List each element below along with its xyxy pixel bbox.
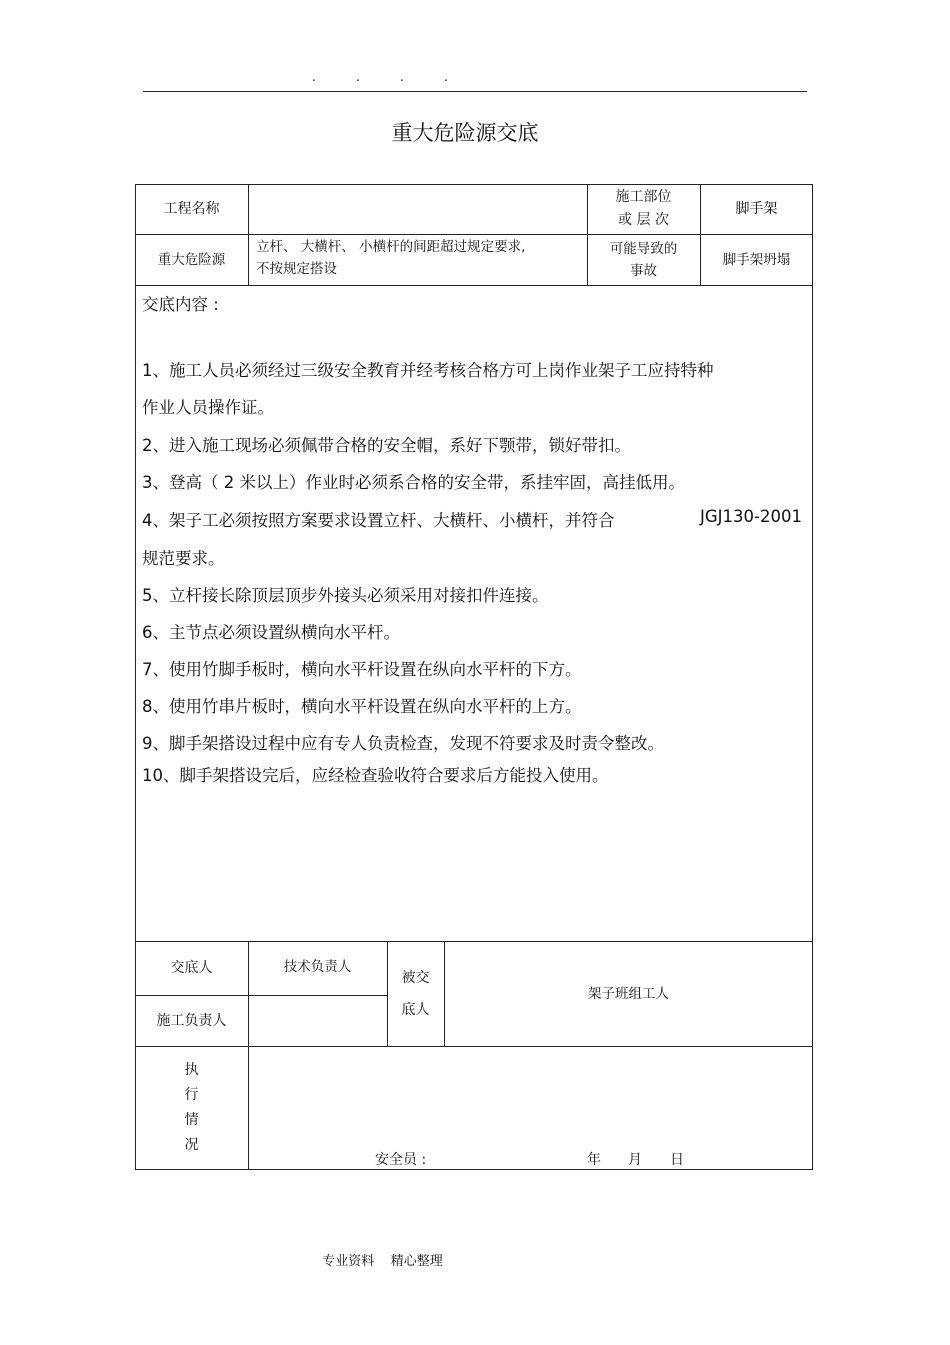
date-year: 年 [587,1152,601,1168]
execution-label-char: 况 [184,1137,199,1153]
receiver-label [387,941,444,1046]
spec-code: JGJ130-2001 [700,507,802,526]
content-line: 作业人员操作证。 [142,398,274,417]
project-name-label: 工程名称 [163,201,220,217]
safety-officer-label: 安全员 : [375,1152,427,1168]
header-dot: . [312,70,316,84]
content-line: 规范要求。 [142,549,225,568]
hazard-description-line: 不按规定搭设 [256,261,337,277]
project-name-value [248,184,587,234]
discloser-label: 交底人 [170,960,213,976]
receiver-label-line: 底人 [401,1001,430,1018]
header-dots [312,70,488,84]
content-line: 7、使用竹脚手板时，横向水平杆设置在纵向水平杆的下方。 [142,660,582,679]
tech-lead-label: 技术负责人 [283,959,352,975]
receiver-label-line: 被交 [401,969,430,986]
content-heading: 交底内容 : [142,295,219,314]
accident-label-line: 事故 [630,262,657,279]
receiver-value: 架子班组工人 [588,985,669,1002]
header-dot: . [356,70,360,84]
content-line: 6、主节点必须设置纵横向水平杆。 [142,623,400,642]
content-line: 8、使用竹串片板时，横向水平杆设置在纵向水平杆的上方。 [142,697,582,716]
hazard-description [256,234,586,285]
execution-label-char: 行 [184,1087,199,1103]
content-line: 2、进入施工现场必须佩带合格的安全帽，系好下颚带，锁好带扣。 [142,436,631,455]
date-day: 日 [670,1152,684,1168]
accident-label [587,234,700,285]
content-line: 9、脚手架搭设过程中应有专人负责检查，发现不符要求及时责令整改。 [142,734,664,753]
header-rule [143,91,807,92]
content-line: 4、架子工必须按照方案要求设置立杆、大横杆、小横杆，并符合 [142,511,615,530]
header-dot: . [400,70,404,84]
content-line: 3、登高（ 2 米以上）作业时必须系合格的安全带，系挂牢固，高挂低用。 [142,473,685,492]
location-label-line: 施工部位 [615,189,672,205]
execution-label-char: 执 [184,1062,199,1078]
hazard-disclosure-form [135,184,813,1170]
location-label-line: 或 层 次 [618,212,669,228]
location-label [587,184,700,234]
execution-label-char: 情 [184,1112,199,1128]
header-dot: . [444,70,448,84]
accident-value: 脚手架坍塌 [722,251,791,268]
content-line: 1、施工人员必须经过三级安全教育并经考核合格方可上岗作业架子工应持特种 [142,361,714,380]
footer-note: 专业资料 精心整理 [322,1254,443,1269]
content-line: 5、立杆接长除顶层顶步外接头必须采用对接扣件连接。 [142,586,549,605]
content-line: 10、脚手架搭设完后，应经检查验收符合要求后方能投入使用。 [142,766,609,785]
construction-lead-label: 施工负责人 [156,1012,227,1029]
hazard-description-line: 立杆、 大横杆、 小横杆的间距超过规定要求, [256,239,526,255]
location-value: 脚手架 [735,201,778,217]
row-divider [135,285,813,286]
document-title: 重大危险源交底 [391,121,539,145]
date-month: 月 [628,1152,642,1168]
execution-label [135,1046,248,1170]
accident-label-line: 可能导致的 [609,240,678,257]
hazard-label: 重大危险源 [157,251,226,268]
construction-lead-value [248,995,387,1046]
